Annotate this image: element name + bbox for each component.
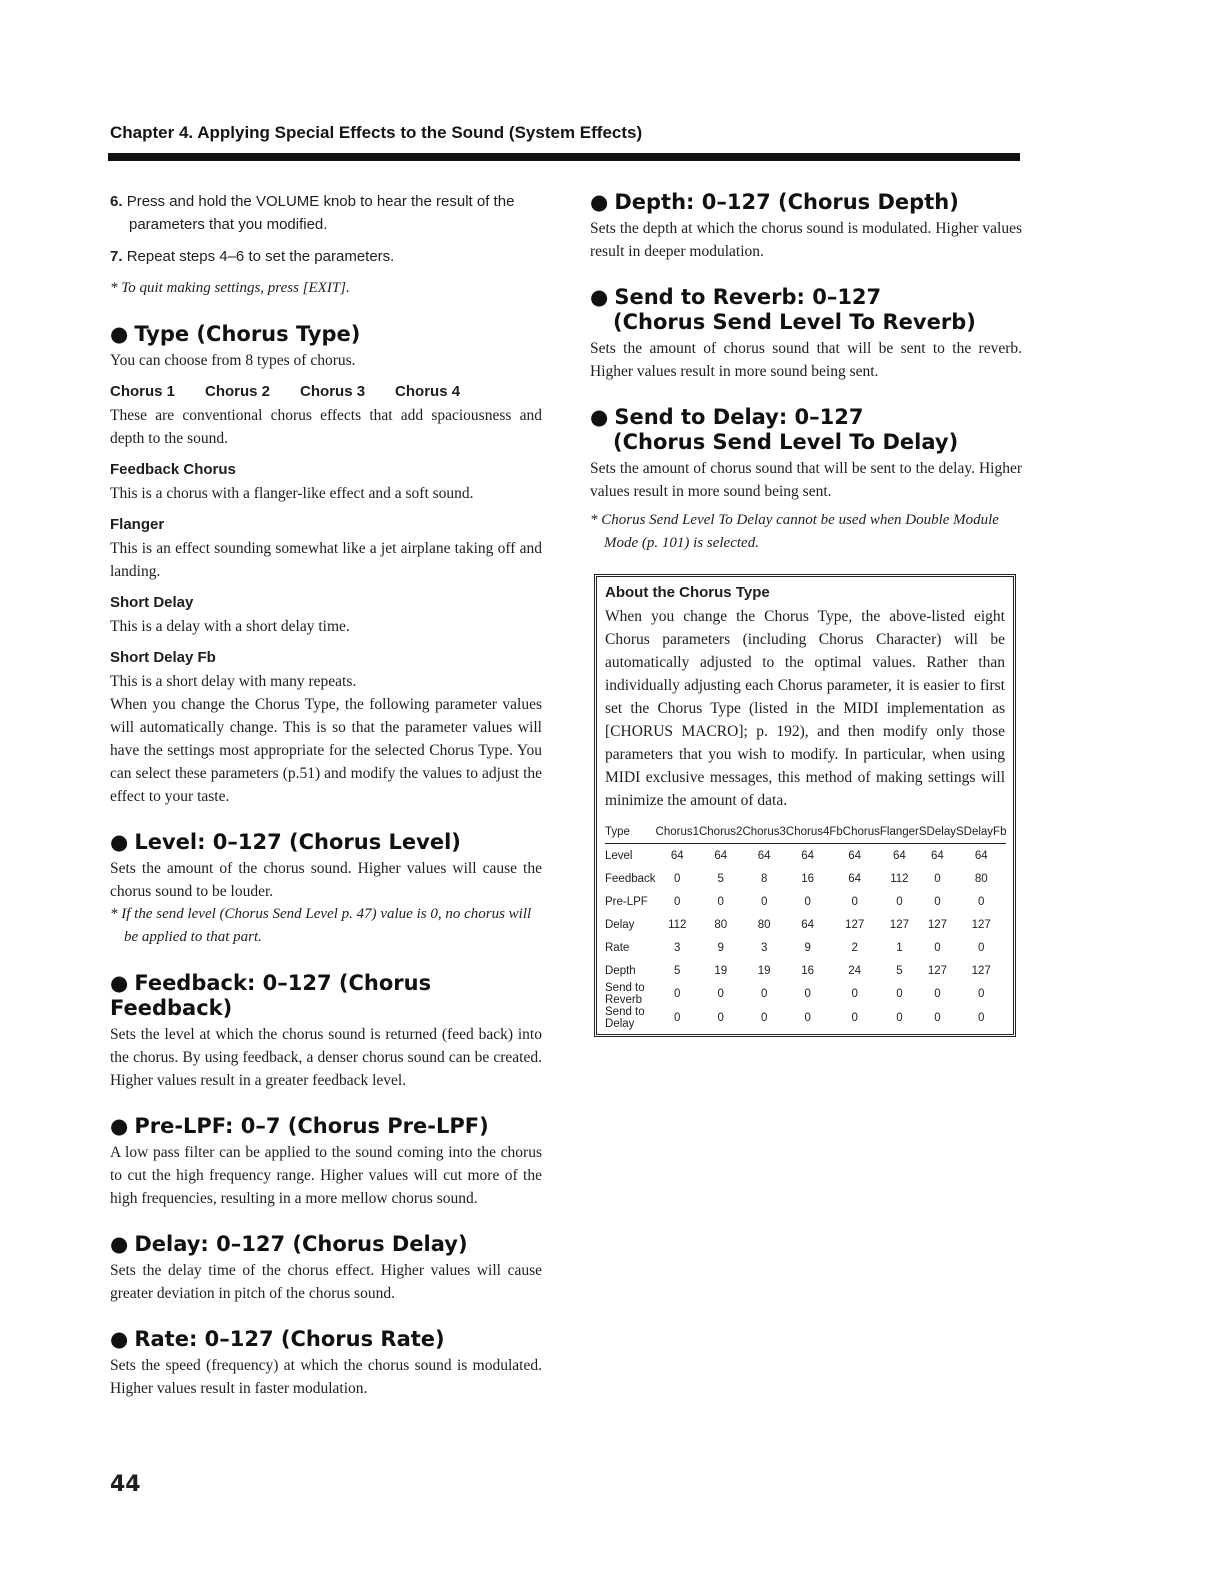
table-cell: 5	[717, 872, 724, 885]
table-cell: 80	[974, 872, 988, 885]
table-cell: 0	[978, 941, 985, 954]
table-cell: 1	[896, 941, 903, 954]
table-header: Flanger	[879, 825, 919, 838]
table-cell: Send to Delay	[605, 1006, 645, 1030]
table-cell: 0	[804, 1012, 811, 1024]
chorus-desc: These are conventional chorus effects that add spaciousness and depth to the sound.	[110, 407, 542, 447]
table-cell: 8	[760, 872, 768, 885]
about-title: About the Chorus Type	[605, 584, 770, 601]
bullet-icon: ●	[110, 1114, 129, 1138]
table-cell: 9	[717, 941, 724, 954]
short-delay-desc: This is a delay with a short delay time.	[110, 618, 350, 635]
table-cell: 112	[668, 918, 687, 931]
step-number: 7.	[110, 248, 123, 265]
table-cell: Pre-LPF	[605, 895, 648, 908]
chorus2-label: Chorus 2	[205, 383, 271, 400]
table-cell: 0	[934, 988, 941, 1000]
type-change-desc: When you change the Chorus Type, the following parameter values will automatically change. This is so that the parameter values will have the settings most appropriate for the selected Chorus Type. You can select these parameters (p.51) and modify the values to adjust the effect to your taste.	[110, 696, 542, 805]
table-cell: 0	[896, 1012, 903, 1024]
table-cell: 3	[760, 941, 768, 954]
send-reverb-heading: ● Send to Reverb: 0–127 (Chorus Send Level To Reverb)	[590, 285, 976, 334]
table-cell: 0	[851, 1012, 858, 1024]
delay-heading: ● Delay: 0–127 (Chorus Delay)	[110, 1232, 468, 1256]
table-cell: 64	[801, 918, 815, 931]
table-cell: Rate	[605, 941, 630, 954]
bullet-icon: ●	[110, 1232, 129, 1256]
table-cell: 0	[674, 1012, 681, 1024]
table-cell: 0	[934, 872, 941, 885]
step-7	[110, 245, 542, 268]
table-cell: 127	[971, 964, 991, 977]
table-row	[605, 844, 1006, 868]
bullet-icon: ●	[590, 285, 609, 309]
table-cell: 80	[757, 918, 771, 931]
table-cell: 127	[927, 964, 948, 977]
about-chorus-type-box	[594, 574, 1016, 1037]
table-cell: 0	[760, 895, 768, 908]
table-cell: 0	[760, 988, 768, 1000]
table-header: Chorus3	[742, 825, 786, 838]
table-cell: 64	[848, 872, 862, 885]
table-cell: 64	[931, 849, 944, 862]
feedback-chorus-desc: This is a chorus with a flanger-like effect and a soft sound.	[110, 485, 474, 502]
table-cell: 0	[804, 988, 811, 1000]
about-desc: When you change the Chorus Type, the above-listed eight Chorus parameters (including Chorus Character) will be automatically adjusted to the optimal values. Rather than individually adjusting each Chorus parameter, it is easier to first set the Chorus Type (listed in the MIDI implementation as [CHORUS MACRO]; p. 192), and then modify only those parameters that you wish to modify. In particular, when using MIDI exclusive messages, this method of making settings will minimize the amount of data.	[605, 608, 1005, 809]
chapter-title: Chapter 4. Applying Special Effects to the Sound (System Effects)	[110, 123, 643, 142]
table-cell: 16	[801, 872, 815, 885]
table-cell: Level	[605, 849, 633, 862]
table-cell: Delay	[605, 918, 635, 931]
table-cell: 0	[896, 988, 903, 1000]
table-cell: 64	[892, 849, 906, 862]
feedback-desc: Sets the level at which the chorus sound is returned (feed back) into the chorus. By using feedback, a denser chorus sound can be created. Higher values result in a greater feedback level.	[110, 1026, 542, 1089]
send-delay-note: * Chorus Send Level To Delay cannot be used when Double Module Mode (p. 101) is selected.	[590, 512, 999, 551]
table-cell: 0	[934, 941, 941, 954]
table-cell: 127	[845, 918, 865, 931]
table-cell: 0	[978, 988, 985, 1000]
table-cell: 127	[971, 918, 991, 931]
table-cell: 0	[674, 872, 681, 885]
table-row	[605, 959, 1006, 982]
table-row	[605, 890, 1006, 913]
quit-note: * To quit making settings, press [EXIT].	[110, 280, 350, 296]
chorus3-label: Chorus 3	[300, 383, 366, 400]
table-cell: Send to Reverb	[605, 982, 645, 1006]
chorus1-label: Chorus 1	[110, 383, 176, 400]
type-heading: ● Type (Chorus Type)	[110, 322, 361, 346]
send-delay-heading: ● Send to Delay: 0–127 (Chorus Send Level To Delay)	[590, 405, 959, 454]
table-cell: 0	[760, 1012, 768, 1024]
table-cell: 5	[674, 964, 681, 977]
table-cell: 0	[978, 895, 985, 908]
flanger-label: Flanger	[110, 516, 165, 533]
table-header: SDelay	[918, 825, 956, 838]
step-number: 6.	[110, 193, 123, 210]
type-intro: You can choose from 8 types of chorus.	[110, 352, 356, 369]
table-cell: 0	[851, 895, 858, 908]
table-cell: 0	[804, 895, 811, 908]
table-cell: 0	[717, 895, 724, 908]
send-delay-desc: Sets the amount of chorus sound that will be sent to the delay. Higher values result in more sound being sent.	[590, 460, 1022, 500]
step-6	[110, 190, 542, 236]
table-row	[605, 936, 1006, 959]
table-header: Chorus4	[785, 825, 830, 838]
table-cell: 127	[889, 918, 909, 931]
table-cell: 0	[717, 1012, 724, 1024]
table-cell: 19	[714, 964, 728, 977]
table-cell: 64	[848, 849, 862, 862]
table-header: Chorus1	[655, 825, 699, 838]
table-cell: 0	[717, 988, 724, 1000]
prelpf-desc: A low pass filter can be applied to the sound coming into the chorus to cut the high frequency range. Higher values will cut more of the high frequencies, resulting in a more mellow chorus sound.	[110, 1144, 542, 1207]
table-cell: 0	[934, 1012, 941, 1024]
table-cell: 0	[851, 988, 858, 1000]
table-cell: 16	[801, 964, 815, 977]
table-cell: 0	[978, 1012, 985, 1024]
table-cell: 19	[757, 964, 771, 977]
table-cell: 127	[927, 918, 948, 931]
table-cell: 0	[674, 895, 681, 908]
table-header: Type	[605, 825, 630, 838]
table-cell: 0	[934, 895, 941, 908]
short-delay-label: Short Delay	[110, 594, 194, 611]
short-delay-fb-label: Short Delay Fb	[110, 649, 216, 666]
table-cell: 9	[804, 941, 811, 954]
table-cell: 80	[714, 918, 728, 931]
bullet-icon: ●	[110, 1327, 129, 1351]
table-cell: 3	[674, 941, 681, 954]
chorus-labels	[110, 382, 542, 402]
chorus-type-table	[605, 820, 1006, 1030]
depth-desc: Sets the depth at which the chorus sound is modulated. Higher values result in deeper modulation.	[590, 220, 1022, 260]
bullet-icon: ●	[590, 190, 609, 214]
table-row	[605, 913, 1006, 936]
flanger-desc: This is an effect sounding somewhat like a jet airplane taking off and landing.	[110, 540, 542, 580]
table-cell: 2	[851, 941, 858, 954]
feedback-heading: ● Feedback: 0–127 (Chorus Feedback)	[110, 971, 432, 1020]
level-note: * If the send level (Chorus Send Level p. 47) value is 0, no chorus will be applied to that part.	[110, 906, 532, 945]
chorus4-label: Chorus 4	[395, 383, 461, 400]
table-cell: 64	[801, 849, 815, 862]
bullet-icon: ●	[590, 405, 609, 429]
rate-heading: ● Rate: 0–127 (Chorus Rate)	[110, 1327, 445, 1351]
page-number: 44	[110, 1472, 141, 1497]
table-row	[605, 1006, 1006, 1030]
step-text: Repeat steps 4–6 to set the parameters.	[126, 248, 395, 265]
table-cell: 112	[890, 872, 909, 885]
step-text: Press and hold the VOLUME knob to hear the result of the parameters that you modified.	[126, 193, 515, 233]
header-rule	[108, 153, 1020, 161]
prelpf-heading: ● Pre-LPF: 0–7 (Chorus Pre-LPF)	[110, 1114, 489, 1138]
depth-heading: ● Depth: 0–127 (Chorus Depth)	[590, 190, 959, 214]
table-cell: 64	[974, 849, 988, 862]
table-cell: 0	[896, 895, 903, 908]
table-row	[605, 867, 1006, 890]
level-desc: Sets the amount of the chorus sound. Higher values will cause the chorus sound to be louder.	[110, 860, 542, 900]
table-header: Chorus2	[698, 825, 743, 838]
table-cell: 24	[848, 964, 862, 977]
table-cell: 64	[714, 849, 728, 862]
table-cell: Feedback	[605, 872, 656, 885]
send-reverb-desc: Sets the amount of chorus sound that will be sent to the reverb. Higher values result in more sound being sent.	[590, 340, 1022, 380]
right-column	[590, 190, 1022, 555]
table-cell: 5	[896, 964, 903, 977]
table-header: SDelayFb	[955, 825, 1007, 838]
table-cell: 64	[757, 849, 771, 862]
rate-desc: Sets the speed (frequency) at which the chorus sound is modulated. Higher values result in faster modulation.	[110, 1357, 542, 1397]
feedback-chorus-label: Feedback Chorus	[110, 461, 236, 478]
bullet-icon: ●	[110, 830, 129, 854]
table-row	[605, 982, 1006, 1006]
table-cell: 0	[674, 988, 681, 1000]
table-cell: 64	[670, 849, 684, 862]
bullet-icon: ●	[110, 971, 129, 995]
short-delay-fb-desc: This is a short delay with many repeats.	[110, 673, 357, 690]
bullet-icon: ●	[110, 322, 129, 346]
table-header-row	[605, 820, 1006, 844]
level-heading: ● Level: 0–127 (Chorus Level)	[110, 830, 461, 854]
delay-desc: Sets the delay time of the chorus effect. Higher values will cause greater deviation in pitch of the chorus sound.	[110, 1262, 542, 1302]
table-cell: Depth	[605, 964, 636, 977]
table-header: FbChorus	[829, 825, 880, 838]
left-column	[110, 190, 542, 1400]
